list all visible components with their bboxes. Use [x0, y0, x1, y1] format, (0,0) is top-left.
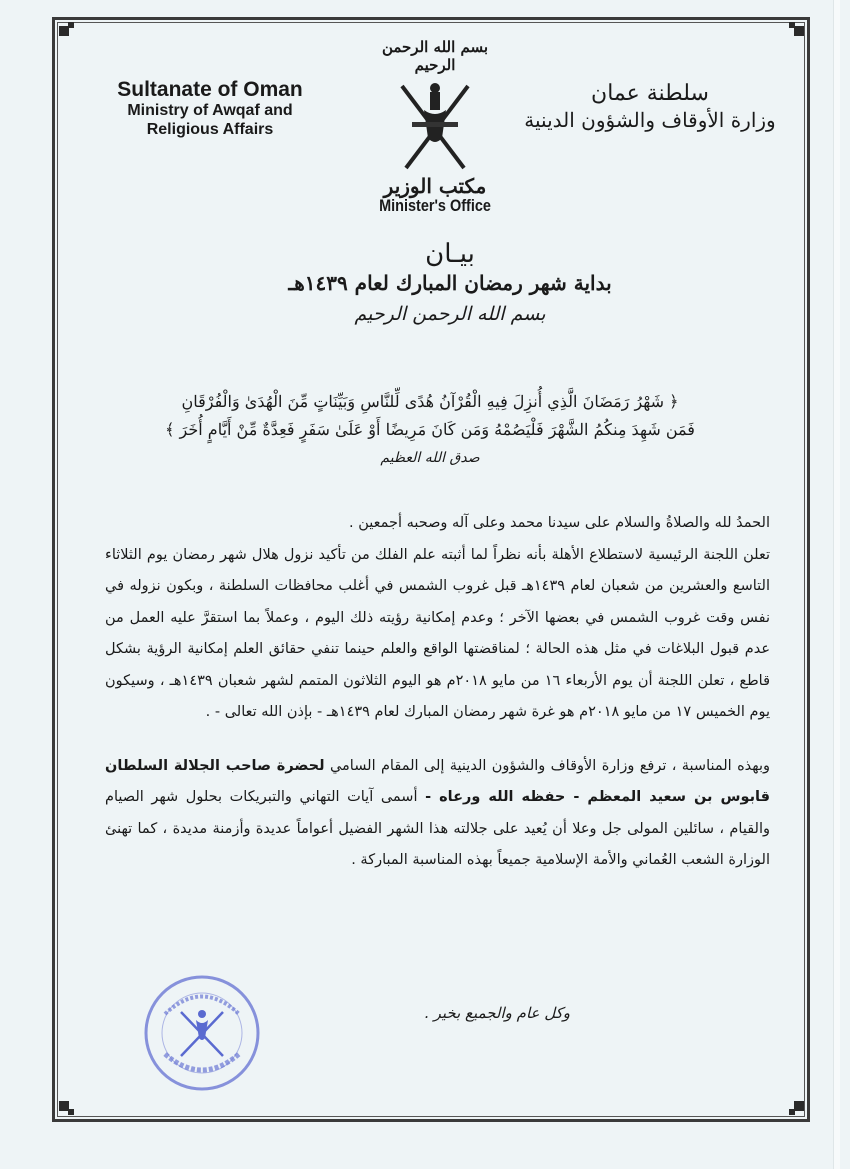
corner-ornament-icon	[57, 1095, 77, 1115]
statement-subject: بداية شهر رمضان المبارك لعام ١٤٣٩هـ	[288, 270, 612, 295]
minister-office-arabic: مكتب الوزير	[383, 174, 487, 198]
letterhead-english-line3: Religious Affairs	[146, 120, 274, 138]
letterhead-english	[95, 78, 325, 139]
greeting-part-1: وبهذه المناسبة ، ترفع وزارة الأوقاف والشؤون الدينية إلى المقام السامي	[324, 757, 770, 774]
letterhead-english-title: Sultanate of Oman	[117, 78, 303, 101]
letterhead-arabic	[520, 80, 780, 133]
letterhead-arabic-line1: سلطنة عمان	[591, 81, 709, 106]
greeting-part-2: أسمى آيات التهاني والتبريكات بحلول شهر الصيام والقيام ، سائلين المولى جل وعلا أن يُعيد على جلالته هذا الشهر الفضيل أعواماً عديدة وأزمنة مديدة ، كما تهنئ الوزارة الشعب العُماني والأمة الإسلامية جميعاً بهذه المناسبة المباركة .	[105, 789, 770, 868]
corner-ornament-icon	[57, 22, 77, 42]
corner-ornament-icon	[786, 22, 806, 42]
corner-ornament-icon	[786, 1095, 806, 1115]
ministry-seal-stamp-icon	[143, 974, 261, 1092]
minister-office-english: Minister's Office	[379, 196, 491, 215]
verse-line-2: فَمَن شَهِدَ مِنكُمُ الشَّهْرَ فَلْيَصُمْهُ وَمَن كَانَ مَرِيضًا أَوْ عَلَىٰ سَفَرٍ فَعِدَّةٌ مِّنْ أَيَّامٍ أُخَرَ ﴾	[165, 420, 695, 439]
letterhead-arabic-line2: وزارة الأوقاف والشؤون الدينية	[524, 107, 776, 132]
body-announcement: تعلن اللجنة الرئيسية لاستطلاع الأهلة بأنه نظراً لما أثبته علم الفلك من تأكيد نزول هلال شهر رمضان يوم الثلاثاء التاسع والعشرين من شعبان لعام ١٤٣٩هـ قبل غروب الشمس في أغلب محافظات السلطنة ، وبكون نزوله في نفس وقت غروب الشمس في بعضها الآخر ؛ وعدم إمكانية رؤيته ذلك اليوم ، وعملاً بما استقرَّ عليه العمل من عدم قبول البلاغات في مثل هذه الحالة ؛ لمناقضتها الواقع والعلم حينما تنفي حقائق العلم إمكانية الرؤية بشكل قاطع ، تعلن اللجنة أن يوم الأربعاء ١٦ من مايو ٢٠١٨م هو اليوم الثلاثون المتمم لشهر شعبان ١٤٣٩هـ ، وسيكون يوم الخميس ١٧ من مايو ٢٠١٨م هو غرة شهر رمضان المبارك لعام ١٤٣٩هـ - بإذن الله تعالى - .	[105, 546, 770, 720]
letterhead-basmala: بسم الله الرحمن الرحيم	[381, 38, 489, 74]
statement-basmala: بسم الله الرحمن الرحيم	[354, 302, 546, 325]
verse-line-1: ﴿ شَهْرُ رَمَضَانَ الَّذِي أُنزِلَ فِيهِ الْقُرْآنُ هُدًى لِّلنَّاسِ وَبَيِّنَاتٍ مِّنَ الْهُدَىٰ وَالْفُرْقَانِ	[181, 392, 679, 411]
body-opening: الحمدُ لله والصلاةُ والسلام على سيدنا محمد وعلى آله وصحبه أجمعين .	[348, 515, 770, 531]
letter-closing: وكل عام والجميع بخير .	[424, 1004, 570, 1022]
greeting-honorific: لحضرة صاحب الجلالة السلطان قابوس بن سعيد المعظم - حفظه الله ورعاه -	[105, 757, 770, 805]
body-greeting	[105, 751, 770, 877]
page-edge	[833, 0, 840, 1169]
letterhead-emblem-block	[360, 38, 510, 216]
statement-header	[240, 240, 660, 325]
statement-title: بيـان	[425, 239, 475, 269]
quran-verse	[80, 388, 780, 472]
oman-khanjar-emblem-icon	[390, 76, 480, 176]
letterhead-english-line2: Ministry of Awqaf and	[127, 102, 293, 120]
verse-closing: صدق الله العظيم	[380, 450, 480, 466]
letter-body	[105, 508, 770, 877]
